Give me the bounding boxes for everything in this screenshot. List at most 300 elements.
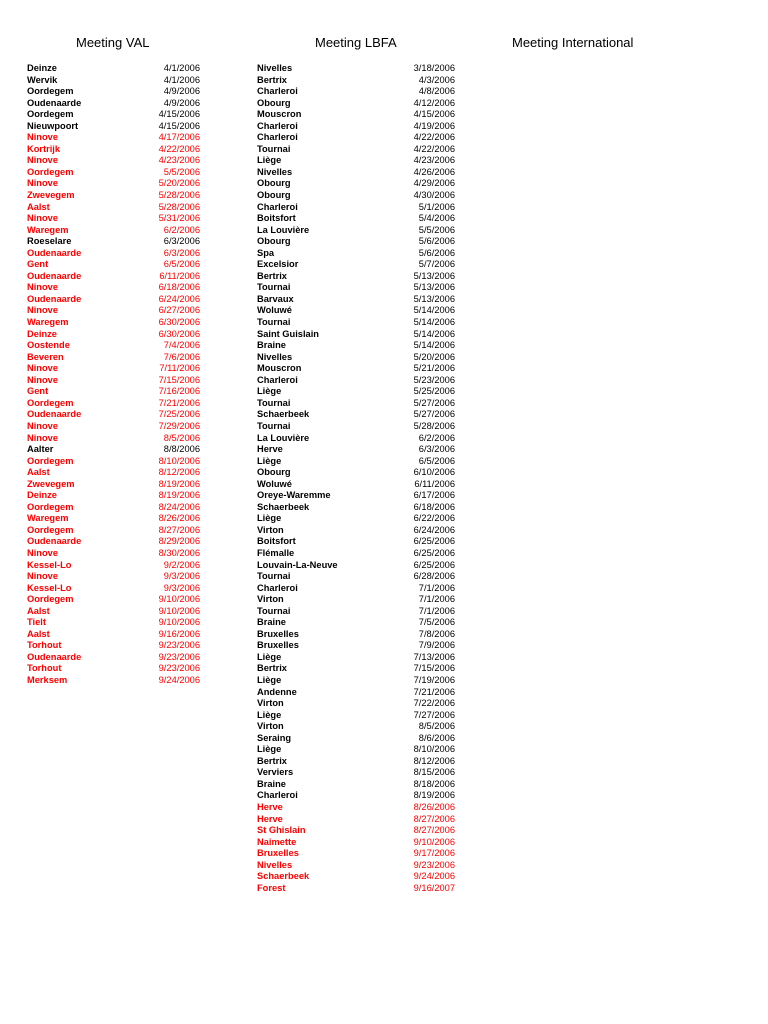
meeting-row xyxy=(257,490,455,502)
meeting-row xyxy=(27,213,200,225)
meeting-row xyxy=(257,513,455,525)
meeting-date: 4/26/2006 xyxy=(413,166,455,177)
meeting-date: 6/17/2006 xyxy=(413,490,455,501)
meeting-row xyxy=(257,560,455,572)
meeting-row xyxy=(27,144,200,156)
meeting-date: 5/6/2006 xyxy=(418,247,455,258)
meeting-row xyxy=(27,560,200,572)
meeting-date: 5/27/2006 xyxy=(413,409,455,420)
meeting-date: 8/5/2006 xyxy=(418,721,455,732)
meeting-location: St Ghislain xyxy=(257,825,306,836)
meeting-date: 6/30/2006 xyxy=(158,328,200,339)
meeting-location: Waregem xyxy=(27,224,69,235)
meeting-row xyxy=(257,871,455,883)
meeting-location: Ninove xyxy=(27,432,58,443)
meeting-date: 6/25/2006 xyxy=(413,547,455,558)
meeting-date: 9/2/2006 xyxy=(163,559,200,570)
meeting-row xyxy=(27,294,200,306)
meeting-date: 6/30/2006 xyxy=(158,317,200,328)
meeting-date: 6/2/2006 xyxy=(163,224,200,235)
meeting-location: Nivelles xyxy=(257,166,293,177)
meeting-location: Tournai xyxy=(257,282,291,293)
meeting-date: 5/14/2006 xyxy=(413,328,455,339)
meeting-date: 5/20/2006 xyxy=(413,351,455,362)
meeting-date: 5/13/2006 xyxy=(413,282,455,293)
meeting-date: 4/23/2006 xyxy=(158,155,200,166)
meeting-location: Naimette xyxy=(257,836,297,847)
meeting-date: 6/18/2006 xyxy=(413,501,455,512)
meeting-row xyxy=(257,617,455,629)
meeting-location: La Louvière xyxy=(257,224,310,235)
meeting-date: 9/3/2006 xyxy=(163,582,200,593)
meeting-row xyxy=(257,848,455,860)
meeting-date: 7/1/2006 xyxy=(418,582,455,593)
meeting-date: 4/30/2006 xyxy=(413,190,455,201)
meeting-location: Mouscron xyxy=(257,109,302,120)
meeting-location: Kortrijk xyxy=(27,143,61,154)
meeting-date: 9/24/2006 xyxy=(413,871,455,882)
meeting-row xyxy=(257,398,455,410)
meeting-date: 5/20/2006 xyxy=(158,178,200,189)
meeting-row xyxy=(257,456,455,468)
meeting-location: Bertrix xyxy=(257,74,287,85)
meeting-row xyxy=(257,525,455,537)
meeting-row xyxy=(257,883,455,895)
meeting-location: Wervik xyxy=(27,74,58,85)
meeting-location: Braine xyxy=(257,617,286,628)
meeting-date: 7/16/2006 xyxy=(158,386,200,397)
meeting-location: Oreye-Waremme xyxy=(257,490,331,501)
meeting-row xyxy=(27,502,200,514)
meeting-location: Oordegem xyxy=(27,524,74,535)
meeting-row xyxy=(27,63,200,75)
meeting-date: 4/9/2006 xyxy=(163,86,200,97)
meeting-date: 5/21/2006 xyxy=(413,363,455,374)
meeting-location: Barvaux xyxy=(257,293,294,304)
meeting-date: 8/19/2006 xyxy=(413,790,455,801)
meeting-row xyxy=(27,490,200,502)
meeting-location: Tournai xyxy=(257,397,291,408)
meeting-date: 4/8/2006 xyxy=(418,86,455,97)
meeting-date: 6/18/2006 xyxy=(158,282,200,293)
meeting-location: Boitsfort xyxy=(257,213,296,224)
meeting-location: Oudenaarde xyxy=(27,97,82,108)
meeting-date: 6/3/2006 xyxy=(163,236,200,247)
meeting-location: Obourg xyxy=(257,467,291,478)
meeting-date: 8/26/2006 xyxy=(413,802,455,812)
meeting-row xyxy=(257,121,455,133)
meeting-date: 6/25/2006 xyxy=(413,536,455,547)
meeting-location: Schaerbeek xyxy=(257,871,310,882)
meeting-location: Oordegem xyxy=(27,109,74,120)
meeting-row xyxy=(257,305,455,317)
meeting-location: Kessel-Lo xyxy=(27,582,72,593)
meeting-row xyxy=(257,571,455,583)
meeting-location: Liège xyxy=(257,709,282,720)
meeting-date: 7/25/2006 xyxy=(158,409,200,420)
meeting-date: 8/15/2006 xyxy=(413,767,455,778)
meeting-row xyxy=(27,617,200,629)
meeting-row xyxy=(257,825,455,837)
meeting-row xyxy=(257,190,455,202)
meeting-location: Oudenaarde xyxy=(27,536,82,547)
meeting-location: Liège xyxy=(257,674,282,685)
meeting-location: Nivelles xyxy=(257,859,293,870)
meeting-row xyxy=(27,259,200,271)
meeting-row xyxy=(257,248,455,260)
meeting-row xyxy=(257,548,455,560)
meeting-date: 6/24/2006 xyxy=(413,524,455,535)
meeting-row xyxy=(27,652,200,664)
meeting-row xyxy=(27,282,200,294)
meeting-row xyxy=(257,479,455,491)
meeting-date: 5/4/2006 xyxy=(418,213,455,224)
meeting-location: Liège xyxy=(257,455,282,466)
meeting-date: 5/27/2006 xyxy=(413,397,455,408)
meeting-location: Tournai xyxy=(257,317,291,328)
meeting-date: 7/19/2006 xyxy=(413,674,455,685)
meeting-location: La Louvière xyxy=(257,432,310,443)
meeting-row xyxy=(257,109,455,121)
meeting-date: 4/19/2006 xyxy=(413,120,455,131)
meeting-date: 8/10/2006 xyxy=(158,455,200,466)
meeting-row xyxy=(257,594,455,606)
meeting-location: Virton xyxy=(257,721,284,732)
meeting-location: Flémalle xyxy=(257,547,295,558)
meeting-location: Beveren xyxy=(27,351,64,362)
meeting-date: 9/23/2006 xyxy=(413,859,455,870)
meeting-location: Charleroi xyxy=(257,86,298,97)
meeting-location: Deinze xyxy=(27,490,57,501)
meeting-location: Bruxelles xyxy=(257,640,299,651)
meeting-date: 7/29/2006 xyxy=(158,420,200,431)
meeting-row xyxy=(27,525,200,537)
header-meeting-international: Meeting International xyxy=(512,35,634,50)
meeting-location: Nivelles xyxy=(257,351,293,362)
meeting-location: Woluwé xyxy=(257,478,292,489)
meeting-date: 6/3/2006 xyxy=(418,444,455,455)
meeting-row xyxy=(257,144,455,156)
meeting-date: 5/14/2006 xyxy=(413,305,455,316)
meeting-row xyxy=(257,317,455,329)
meeting-location: Deinze xyxy=(27,328,57,339)
meeting-row xyxy=(27,121,200,133)
meeting-row xyxy=(257,790,455,802)
meeting-row xyxy=(27,329,200,341)
meeting-date: 6/2/2006 xyxy=(418,432,455,443)
meeting-row xyxy=(27,663,200,675)
meeting-row xyxy=(257,63,455,75)
meeting-location: Aalst xyxy=(27,201,50,212)
meeting-location: Oordegem xyxy=(27,501,74,512)
meeting-row xyxy=(257,340,455,352)
meeting-row xyxy=(27,467,200,479)
meeting-date: 9/10/2006 xyxy=(413,836,455,847)
meeting-location: Spa xyxy=(257,247,275,258)
meeting-date: 7/21/2006 xyxy=(158,397,200,408)
meeting-row xyxy=(257,202,455,214)
meeting-row xyxy=(27,167,200,179)
meeting-location: Charleroi xyxy=(257,790,298,801)
meeting-date: 8/29/2006 xyxy=(158,536,200,547)
meeting-location: Oudenaarde xyxy=(27,293,82,304)
meeting-row xyxy=(27,386,200,398)
meeting-location: Liège xyxy=(257,744,282,755)
meeting-row xyxy=(27,479,200,491)
meeting-date: 3/18/2006 xyxy=(413,63,455,73)
meeting-location: Virton xyxy=(257,698,284,709)
meeting-date: 8/18/2006 xyxy=(413,778,455,789)
meeting-row xyxy=(27,421,200,433)
meeting-row xyxy=(257,767,455,779)
meeting-date: 7/27/2006 xyxy=(413,709,455,720)
meeting-date: 5/31/2006 xyxy=(158,213,200,224)
meeting-row xyxy=(27,132,200,144)
meeting-location: Liège xyxy=(257,386,282,397)
meeting-date: 4/29/2006 xyxy=(413,178,455,189)
meeting-row xyxy=(27,109,200,121)
meeting-location: Bruxelles xyxy=(257,628,299,639)
meeting-location: Ninove xyxy=(27,374,58,385)
meeting-location: Aalter xyxy=(27,444,54,455)
meeting-row xyxy=(27,629,200,641)
meeting-row xyxy=(257,444,455,456)
meeting-date: 7/9/2006 xyxy=(418,640,455,651)
meeting-location: Charleroi xyxy=(257,374,298,385)
meeting-row xyxy=(27,583,200,595)
meeting-row xyxy=(257,779,455,791)
meeting-location: Ninove xyxy=(27,547,58,558)
meeting-date: 8/12/2006 xyxy=(413,755,455,766)
meeting-row xyxy=(257,421,455,433)
meeting-location: Oudenaarde xyxy=(27,409,82,420)
meeting-date: 9/10/2006 xyxy=(158,594,200,605)
meeting-row xyxy=(27,606,200,618)
meeting-location: Woluwé xyxy=(257,305,292,316)
meeting-location: Boitsfort xyxy=(257,536,296,547)
meeting-location: Oordegem xyxy=(27,455,74,466)
meeting-date: 5/5/2006 xyxy=(418,224,455,235)
meeting-date: 8/6/2006 xyxy=(418,732,455,743)
meeting-row xyxy=(257,75,455,87)
meeting-date: 5/6/2006 xyxy=(418,236,455,247)
meeting-location: Roeselare xyxy=(27,236,72,247)
meeting-date: 8/5/2006 xyxy=(163,432,200,443)
meeting-location: Oostende xyxy=(27,340,70,351)
meeting-location: Obourg xyxy=(257,178,291,189)
meeting-location: Tournai xyxy=(257,571,291,582)
meeting-location: Forest xyxy=(257,882,286,893)
meeting-location: Obourg xyxy=(257,97,291,108)
meeting-row xyxy=(257,536,455,548)
meeting-date: 6/3/2006 xyxy=(163,247,200,258)
meeting-row xyxy=(257,225,455,237)
meeting-location: Waregem xyxy=(27,317,69,328)
meeting-location: Gent xyxy=(27,259,49,270)
meeting-row xyxy=(257,329,455,341)
meeting-date: 7/1/2006 xyxy=(418,605,455,616)
meeting-row xyxy=(27,640,200,652)
meeting-location: Tournai xyxy=(257,143,291,154)
meeting-row xyxy=(257,132,455,144)
header-meeting-lbfa: Meeting LBFA xyxy=(315,35,397,50)
meeting-date: 8/19/2006 xyxy=(158,478,200,489)
meeting-location: Andenne xyxy=(257,686,297,697)
meeting-date: 5/13/2006 xyxy=(413,293,455,304)
meeting-row xyxy=(27,236,200,248)
meeting-date: 4/23/2006 xyxy=(413,155,455,166)
meeting-location: Tournai xyxy=(257,420,291,431)
meeting-row xyxy=(257,663,455,675)
meeting-row xyxy=(257,629,455,641)
meeting-location: Bertrix xyxy=(257,270,287,281)
meeting-location: Gent xyxy=(27,386,49,397)
meeting-location: Mouscron xyxy=(257,363,302,374)
meeting-row xyxy=(27,398,200,410)
meeting-date: 8/10/2006 xyxy=(413,744,455,755)
meeting-location: Liège xyxy=(257,513,282,524)
meeting-date: 7/1/2006 xyxy=(418,594,455,605)
meeting-date: 4/22/2006 xyxy=(413,143,455,154)
meeting-row xyxy=(27,75,200,87)
meeting-date: 6/25/2006 xyxy=(413,559,455,570)
meeting-date: 6/10/2006 xyxy=(413,467,455,478)
meeting-date: 9/16/2006 xyxy=(158,628,200,639)
meeting-location: Deinze xyxy=(27,63,57,73)
meeting-row xyxy=(257,652,455,664)
meeting-date: 5/28/2006 xyxy=(158,190,200,201)
meeting-location: Aalst xyxy=(27,628,50,639)
meeting-row xyxy=(257,710,455,722)
meeting-date: 9/16/2007 xyxy=(413,882,455,893)
meeting-date: 4/12/2006 xyxy=(413,97,455,108)
meeting-location: Oudenaarde xyxy=(27,270,82,281)
meeting-location: Liège xyxy=(257,651,282,662)
meeting-row xyxy=(257,98,455,110)
meeting-location: Charleroi xyxy=(257,582,298,593)
meeting-location: Ninove xyxy=(27,155,58,166)
meeting-row xyxy=(27,352,200,364)
meeting-row xyxy=(257,802,455,814)
meeting-row xyxy=(27,444,200,456)
meeting-location: Saint Guislain xyxy=(257,328,319,339)
meeting-location: Ninove xyxy=(27,178,58,189)
meeting-row xyxy=(257,837,455,849)
meeting-location: Ninove xyxy=(27,420,58,431)
meeting-date: 5/23/2006 xyxy=(413,374,455,385)
meeting-row xyxy=(27,513,200,525)
meeting-row xyxy=(257,386,455,398)
meeting-row xyxy=(27,155,200,167)
meeting-row xyxy=(257,733,455,745)
val-meeting-list xyxy=(27,63,200,687)
meeting-row xyxy=(257,675,455,687)
meeting-location: Torhout xyxy=(27,663,62,674)
meeting-location: Charleroi xyxy=(257,120,298,131)
meeting-location: Obourg xyxy=(257,190,291,201)
meeting-row xyxy=(27,536,200,548)
meeting-date: 6/11/2006 xyxy=(414,478,455,489)
meeting-row xyxy=(257,271,455,283)
meeting-location: Charleroi xyxy=(257,201,298,212)
meeting-date: 4/15/2006 xyxy=(158,120,200,131)
meeting-location: Liège xyxy=(257,155,282,166)
meeting-date: 8/24/2006 xyxy=(158,501,200,512)
meeting-row xyxy=(27,363,200,375)
meeting-row xyxy=(257,409,455,421)
meeting-location: Herve xyxy=(257,813,283,824)
meeting-location: Braine xyxy=(257,340,286,351)
meeting-date: 5/13/2006 xyxy=(413,270,455,281)
meeting-date: 6/27/2006 xyxy=(158,305,200,316)
meeting-location: Aalst xyxy=(27,467,50,478)
meeting-date: 9/10/2006 xyxy=(158,617,200,628)
meeting-location: Schaerbeek xyxy=(257,409,310,420)
meeting-location: Torhout xyxy=(27,640,62,651)
meeting-row xyxy=(257,721,455,733)
meeting-location: Tournai xyxy=(257,605,291,616)
meeting-row xyxy=(257,236,455,248)
meeting-date: 5/28/2006 xyxy=(158,201,200,212)
meeting-date: 8/12/2006 xyxy=(158,467,200,478)
meeting-date: 8/19/2006 xyxy=(158,490,200,501)
meeting-date: 4/9/2006 xyxy=(163,97,200,108)
meeting-location: Oordegem xyxy=(27,166,74,177)
meeting-date: 4/1/2006 xyxy=(163,74,200,85)
meeting-location: Ninove xyxy=(27,132,58,143)
meeting-location: Bruxelles xyxy=(257,848,299,859)
meeting-date: 8/27/2006 xyxy=(413,825,455,836)
meeting-location: Ninove xyxy=(27,282,58,293)
meeting-date: 4/22/2006 xyxy=(158,143,200,154)
meeting-location: Nieuwpoort xyxy=(27,120,79,131)
meeting-row xyxy=(27,271,200,283)
meeting-location: Bertrix xyxy=(257,663,287,674)
meeting-row xyxy=(27,456,200,468)
meeting-row xyxy=(257,640,455,652)
meeting-row xyxy=(257,583,455,595)
meeting-date: 7/13/2006 xyxy=(413,651,455,662)
meeting-location: Oudenaarde xyxy=(27,247,82,258)
meeting-date: 5/5/2006 xyxy=(163,166,200,177)
meeting-row xyxy=(257,687,455,699)
meeting-date: 8/27/2006 xyxy=(413,813,455,824)
meeting-date: 9/3/2006 xyxy=(163,571,200,582)
meeting-location: Virton xyxy=(257,594,284,605)
meeting-location: Virton xyxy=(257,524,284,535)
meeting-row xyxy=(257,282,455,294)
meeting-location: Obourg xyxy=(257,236,291,247)
meeting-location: Oordegem xyxy=(27,594,74,605)
meeting-date: 7/8/2006 xyxy=(418,628,455,639)
meeting-row xyxy=(257,698,455,710)
meeting-date: 9/23/2006 xyxy=(158,651,200,662)
meeting-location: Ninove xyxy=(27,305,58,316)
meeting-date: 6/24/2006 xyxy=(158,293,200,304)
meeting-location: Verviers xyxy=(257,767,294,778)
meeting-row xyxy=(27,409,200,421)
meeting-date: 8/30/2006 xyxy=(158,547,200,558)
meeting-location: Tielt xyxy=(27,617,46,628)
meeting-date: 7/4/2006 xyxy=(163,340,200,351)
meeting-date: 7/5/2006 xyxy=(418,617,455,628)
meeting-date: 4/3/2006 xyxy=(418,74,455,85)
meeting-date: 8/27/2006 xyxy=(158,524,200,535)
meeting-row xyxy=(27,86,200,98)
meeting-location: Merksem xyxy=(27,674,68,685)
meeting-row xyxy=(27,225,200,237)
meeting-row xyxy=(257,213,455,225)
